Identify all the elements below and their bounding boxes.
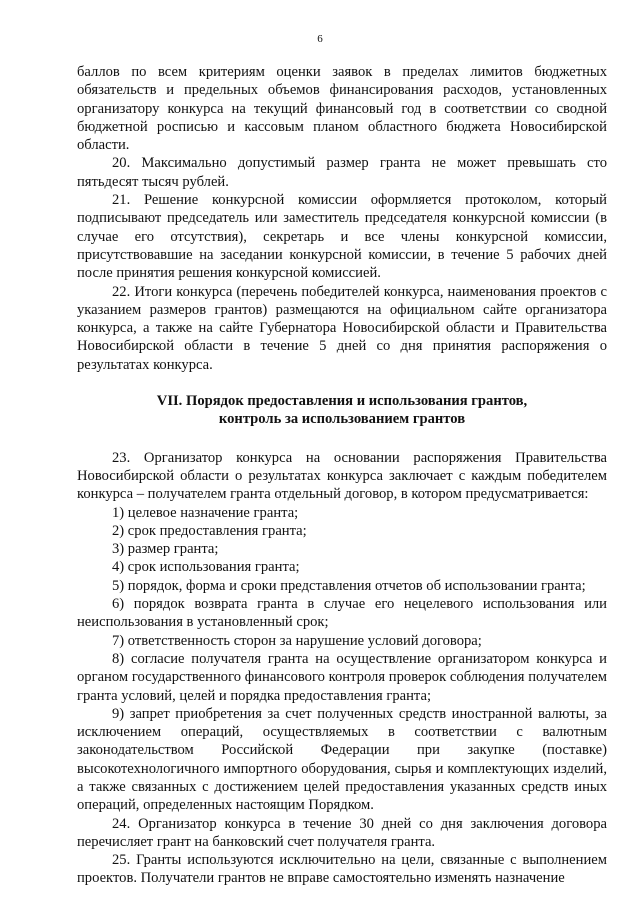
paragraph-24: 24. Организатор конкурса в течение 30 дней со дня заключения договора перечисляет грант на банковский счет получателя гранта. bbox=[77, 815, 607, 850]
list-item-1: 1) целевое назначение гранта; bbox=[112, 504, 299, 521]
page-number: 6 bbox=[317, 33, 323, 45]
document-body bbox=[77, 63, 607, 888]
section-heading-line-2: контроль за использованием грантов bbox=[218, 411, 466, 428]
paragraph-25: 25. Гранты используются исключительно на цели, связанные с выполнением проектов. Получатели грантов не вправе самостоятельно изменять назначение bbox=[77, 852, 607, 887]
list-item-7: 7) ответственность сторон за нарушение условий договора; bbox=[112, 632, 482, 649]
list-item-3: 3) размер гранта; bbox=[112, 541, 219, 558]
list-item-9: 9) запрет приобретения за счет полученных средств иностранной валюты, за исключением операций, осуществляемых в соответствии с валютным законодательством Российской Федерации при закупке (поставке) высокотехнологичного импортного оборудования, сырья и комплектующих изделий, а также связанных с достижением целей предоставления указанных средств иных операций, определенных настоящим Порядком. bbox=[77, 705, 607, 814]
paragraph-23: 23. Организатор конкурса на основании распоряжения Правительства Новосибирской области о результатах конкурса заключает с каждым победителем конкурса – получателем гранта отдельный договор, в котором предусматривается: bbox=[77, 449, 607, 503]
list-item-4: 4) срок использования гранта; bbox=[112, 559, 300, 576]
list-item-5: 5) порядок, форма и сроки представления отчетов об использовании гранта; bbox=[112, 577, 586, 594]
paragraph-22: 22. Итоги конкурса (перечень победителей конкурса, наименования проектов с указанием размеров грантов) размещаются на официальном сайте организатора конкурса, а также на сайте Губернатора Новосибирской области и Правительства Новосибирской области в течение 5 дней со дня принятия распоряжения о результатах конкурса. bbox=[77, 283, 607, 373]
paragraph-20: 20. Максимально допустимый размер гранта не может превышать сто пятьдесят тысяч рублей. bbox=[77, 155, 607, 190]
list-item-6: 6) порядок возврата гранта в случае его нецелевого использования или неиспользования в установленный срок; bbox=[77, 596, 607, 631]
section-heading bbox=[77, 392, 607, 429]
section-heading-line-1: VII. Порядок предоставления и использования грантов, bbox=[156, 393, 528, 410]
list-item-8: 8) согласие получателя гранта на осуществление организатором конкурса и органом государственного финансового контроля проверок соблюдения получателем гранта условий, целей и порядка предоставления гранта; bbox=[77, 650, 607, 704]
paragraph-continuation: баллов по всем критериям оценки заявок в пределах лимитов бюджетных обязательств и предельных объемов финансирования расходов, установленных организатору конкурса на текущий финансовый год в соответствии со сводной бюджетной росписью и кассовым планом областного бюджета Новосибирской области. bbox=[77, 64, 607, 154]
list-item-2: 2) срок предоставления гранта; bbox=[112, 522, 307, 539]
paragraph-21: 21. Решение конкурсной комиссии оформляется протоколом, который подписывают председатель или заместитель председателя конкурсной комиссии (в случае его отсутствия), секретарь и все члены конкурсной комиссии, присутствовавшие на заседании конкурсной комиссии, в течение 5 рабочих дней после принятия решения конкурсной комиссией. bbox=[77, 192, 607, 282]
